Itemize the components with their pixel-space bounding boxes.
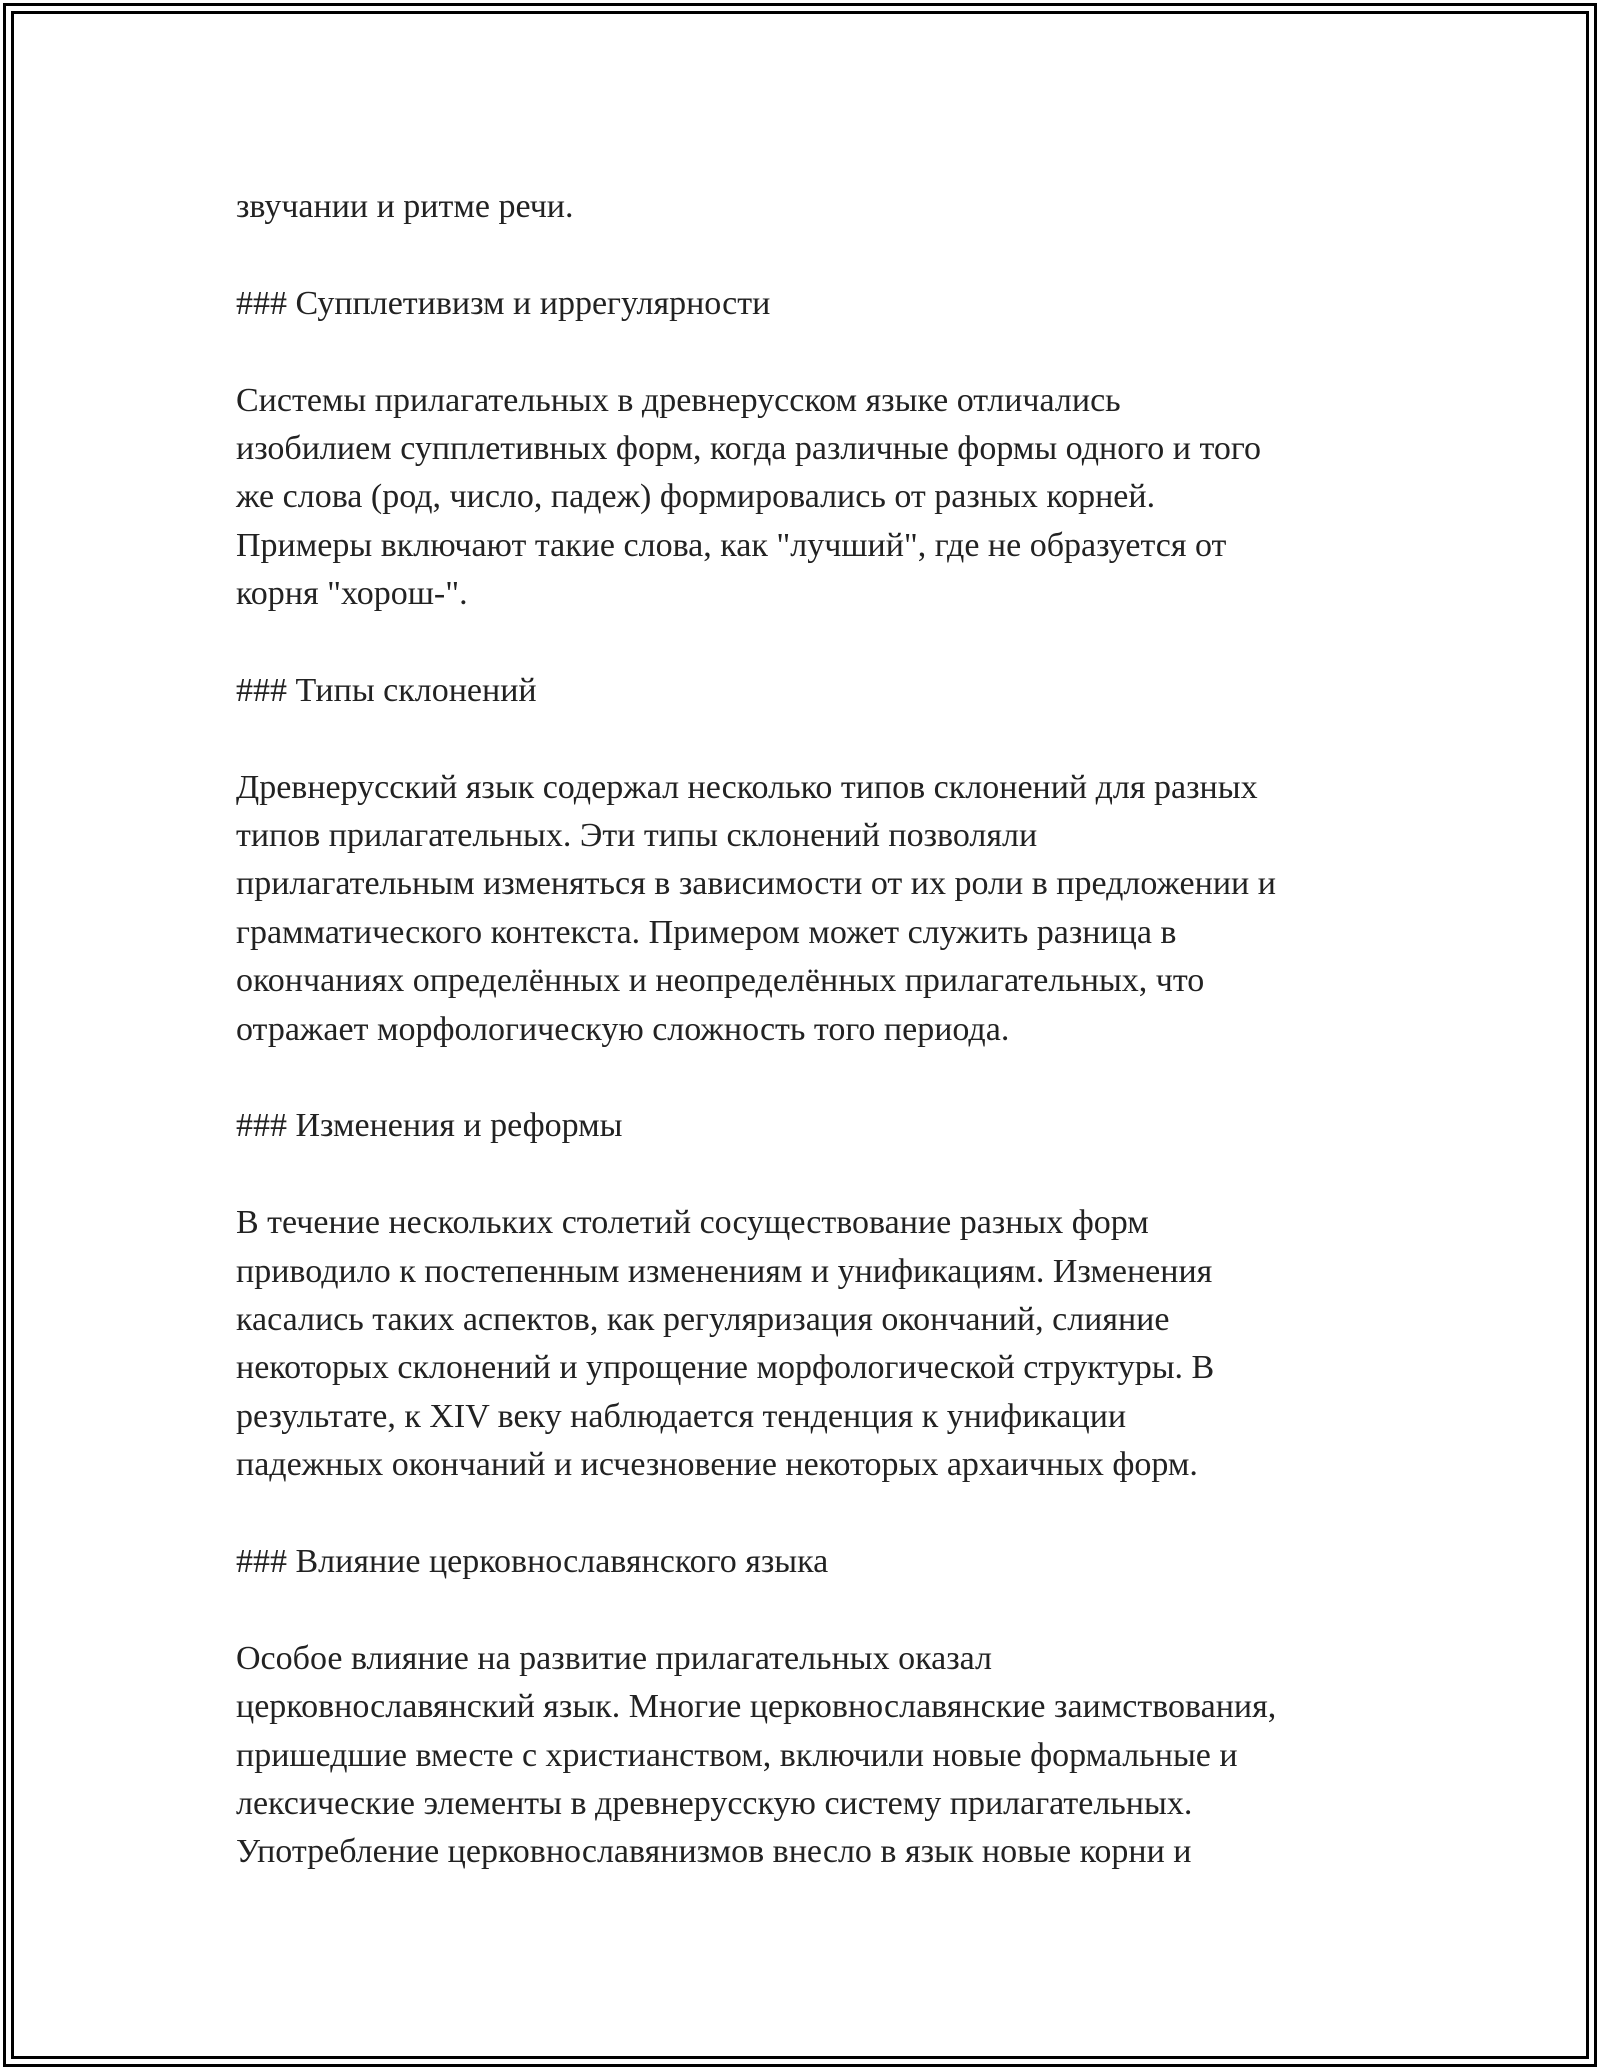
- paragraph-line: корня "хорош-".: [236, 575, 468, 613]
- paragraph-line: Древнерусский язык содержал несколько типов склонений для разных: [236, 768, 1258, 806]
- text-paragraph: [236, 1199, 1376, 1489]
- paragraph-line: приводило к постепенным изменениям и унификациям. Изменения: [236, 1252, 1213, 1290]
- paragraph-gap: [236, 231, 1376, 279]
- heading-line: ### Изменения и реформы: [236, 1107, 623, 1145]
- paragraph-line: типов прилагательных. Эти типы склонений позволяли: [236, 817, 1038, 855]
- paragraph-line: результате, к XIV веку наблюдается тенденция к унификации: [236, 1397, 1127, 1435]
- paragraph-line: Примеры включают такие слова, как "лучший", где не образуется от: [236, 526, 1227, 564]
- paragraph-line: пришедшие вместе с христианством, включили новые формальные и: [236, 1736, 1238, 1774]
- paragraph-gap: [236, 1586, 1376, 1634]
- text-paragraph: [236, 183, 1376, 231]
- paragraph-line: окончаниях определённых и неопределённых прилагательных, что: [236, 962, 1205, 1000]
- paragraph-line: же слова (род, число, падеж) формировались от разных корней.: [236, 478, 1156, 516]
- heading-line: ### Влияние церковнославянского языка: [236, 1542, 829, 1580]
- paragraph-line: церковнославянский язык. Многие церковнославянские заимствования,: [236, 1688, 1277, 1726]
- paragraph-line: Системы прилагательных в древнерусском языке отличались: [236, 381, 1121, 419]
- text-paragraph: [236, 377, 1376, 619]
- section-heading: [236, 667, 1376, 715]
- paragraph-line: В течение нескольких столетий сосуществование разных форм: [236, 1204, 1149, 1242]
- document-body: [236, 183, 1376, 1877]
- paragraph-line: Употребление церковнославянизмов внесло в язык новые корни и: [236, 1833, 1192, 1871]
- heading-line: ### Типы склонений: [236, 671, 537, 709]
- text-paragraph: [236, 1635, 1376, 1877]
- paragraph-line: грамматического контекста. Примером может служить разница в: [236, 913, 1177, 951]
- paragraph-gap: [236, 1490, 1376, 1538]
- section-heading: [236, 280, 1376, 328]
- section-heading: [236, 1102, 1376, 1150]
- paragraph-line: падежных окончаний и исчезновение некоторых архаичных форм.: [236, 1446, 1198, 1484]
- paragraph-gap: [236, 1151, 1376, 1199]
- paragraph-line: отражает морфологическую сложность того периода.: [236, 1010, 1010, 1048]
- heading-line: ### Супплетивизм и иррегулярности: [236, 284, 771, 322]
- paragraph-gap: [236, 1054, 1376, 1102]
- paragraph-gap: [236, 715, 1376, 763]
- paragraph-line: лексические элементы в древнерусскую систему прилагательных.: [236, 1784, 1193, 1822]
- section-heading: [236, 1538, 1376, 1586]
- paragraph-gap: [236, 328, 1376, 376]
- paragraph-line: некоторых склонений и упрощение морфологической структуры. В: [236, 1349, 1215, 1387]
- paragraph-line: Особое влияние на развитие прилагательных оказал: [236, 1639, 992, 1677]
- paragraph-line: касались таких аспектов, как регуляризация окончаний, слияние: [236, 1300, 1170, 1338]
- paragraph-gap: [236, 619, 1376, 667]
- paragraph-line: изобилием супплетивных форм, когда различные формы одного и того: [236, 429, 1261, 467]
- paragraph-line: прилагательным изменяться в зависимости от их роли в предложении и: [236, 865, 1276, 903]
- text-paragraph: [236, 764, 1376, 1054]
- paragraph-line: звучании и ритме речи.: [236, 188, 574, 225]
